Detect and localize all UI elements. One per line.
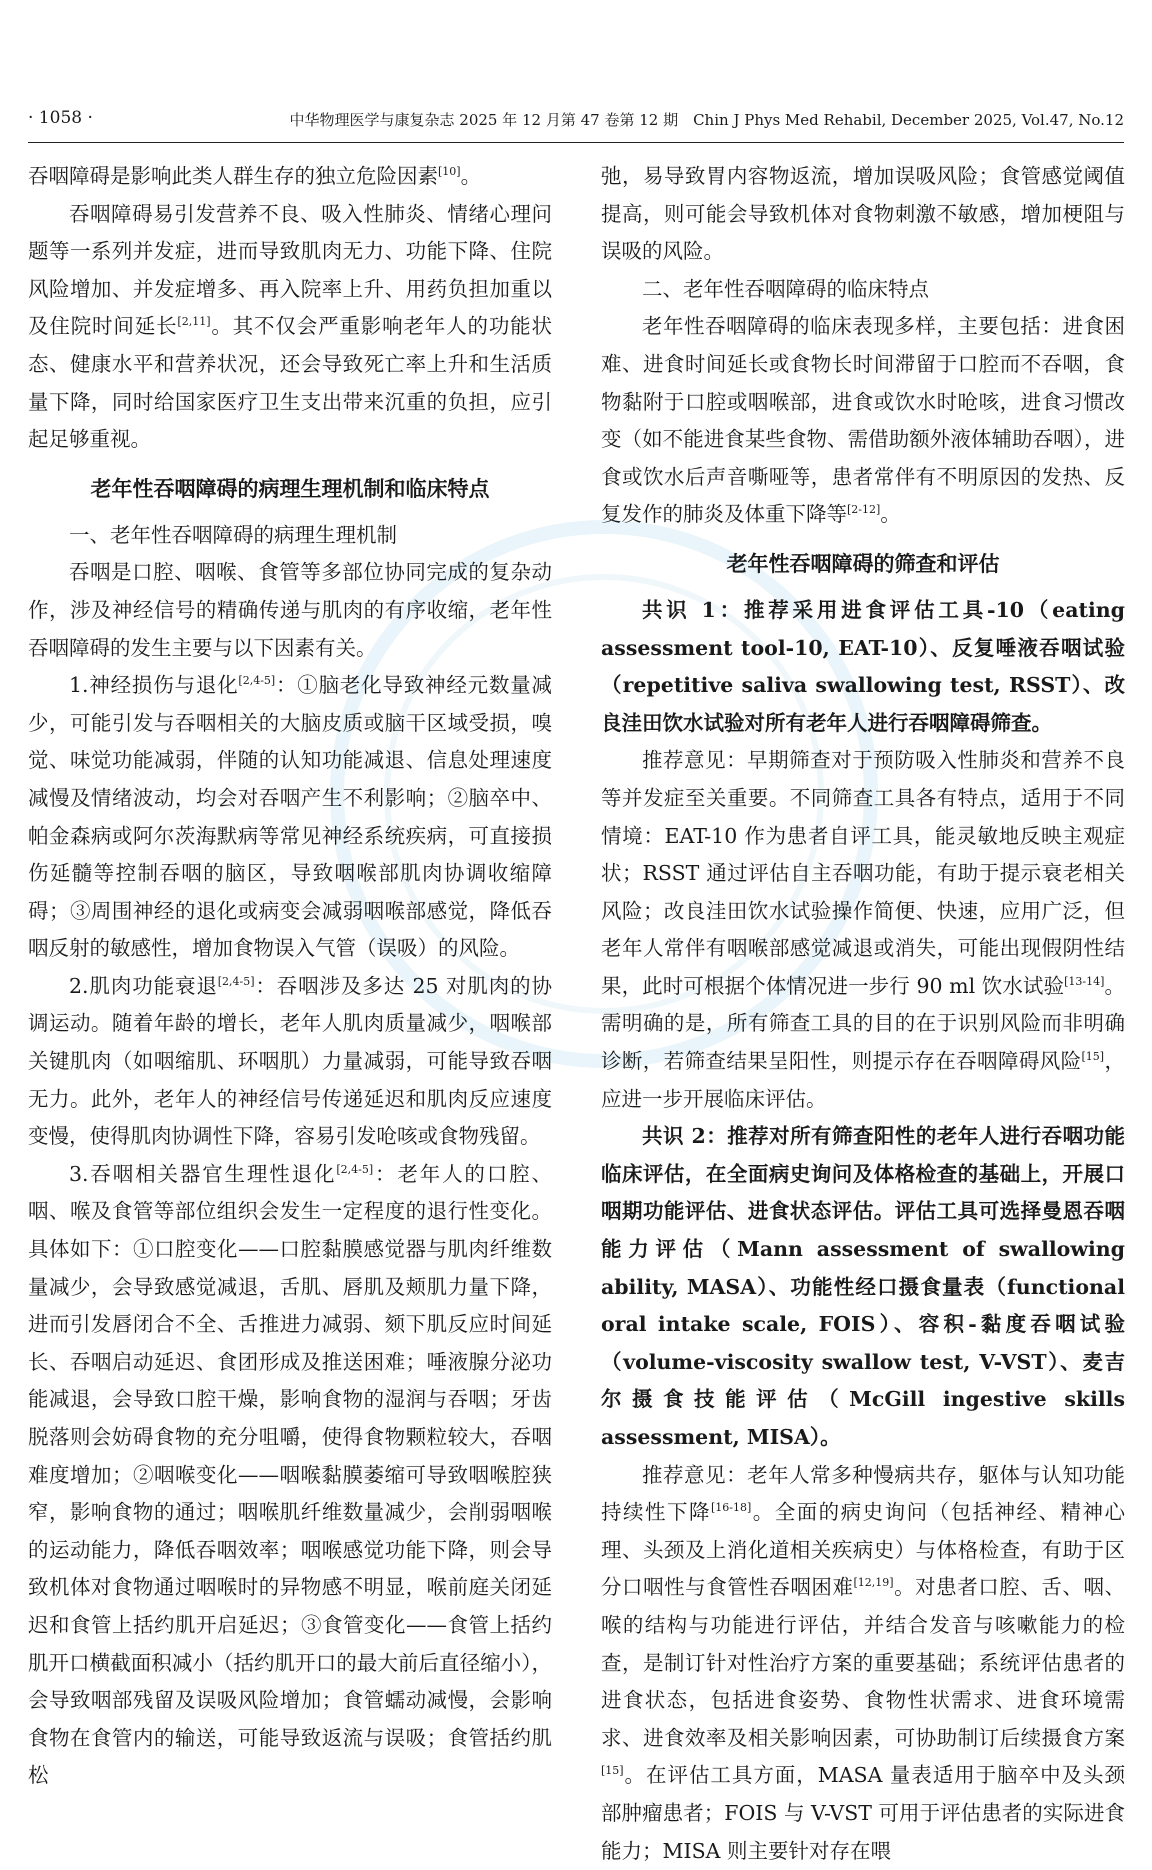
header-rule [28, 142, 1124, 143]
citation: [2-12] [847, 503, 881, 517]
paragraph: 弛，易导致胃内容物返流，增加误吸风险；食管感觉阈值提高，则可能会导致机体对食物刺激不敏感，增加梗阻与误吸的风险。 [601, 164, 1125, 264]
citation: [2,4-5] [238, 674, 276, 688]
subsection-heading: 二、老年性吞咽障碍的临床特点 [642, 276, 929, 301]
subsection-heading: 一、老年性吞咽障碍的病理生理机制 [69, 522, 397, 547]
citation: [13-14] [1064, 974, 1105, 988]
paragraph: 吞咽障碍易引发营养不良、吸入性肺炎、情绪心理问题等一系列并发症，进而导致肌肉无力、功能下降、住院风险增加、并发症增多、再入院率上升、用药负担加重以及住院时间延长[2,11]。其不仅会严重影响老年人的功能状态、健康水平和营养状况，还会导致死亡率上升和生活质量下降，同时给国家医疗卫生支出带来沉重的负担，应引起足够重视。 [28, 201, 553, 452]
citation: [16-18] [710, 1501, 752, 1515]
left-column [28, 158, 552, 1795]
paragraph: 老年性吞咽障碍的临床表现多样，主要包括：进食困难、进食时间延长或食物长时间滞留于口腔而不吞咽，食物黏附于口腔或咽喉部，进食或饮水时呛咳，进食习惯改变（如不能进食某些食物、需借助额外液体辅助吞咽），进食或饮水后声音嘶哑等，患者常伴有不明原因的发热、反复发作的肺炎及体重下降等[2-12]。 [601, 314, 1125, 527]
paragraph: 1.神经损伤与退化[2,4-5]：①脑老化导致神经元数量减少，可能引发与吞咽相关的大脑皮质或脑干区域受损，嗅觉、味觉功能减弱，伴随的认知功能减退、信息处理速度减慢及情绪波动，均会对吞咽产生不利影响；②脑卒中、帕金森病或阿尔茨海默病等常见神经系统疾病，可直接损伤延髓等控制吞咽的脑区，导致咽喉部肌肉协调收缩障碍；③周围神经的退化或病变会减弱咽喉部感觉，降低吞咽反射的敏感性，增加食物误入气管（误吸）的风险。 [28, 673, 553, 961]
paragraph: 2.肌肉功能衰退[2,4-5]：吞咽涉及多达 25 对肌肉的协调运动。随着年龄的增长，老年人肌肉质量减少，咽喉部关键肌肉（如咽缩肌、环咽肌）力量减弱，可能导致吞咽无力。此外，老年人的神经信号传递延迟和肌肉反应速度变慢，使得肌肉协调性下降，容易引发呛咳或食物残留。 [28, 973, 552, 1149]
section-heading: 老年性吞咽障碍的筛查和评估 [726, 551, 1000, 576]
right-column [601, 158, 1125, 1870]
citation: [15] [601, 1764, 624, 1778]
paragraph: 3.吞咽相关器官生理性退化[2,4-5]：老年人的口腔、咽、喉及食管等部位组织会发生一定程度的退行性变化。具体如下：①口腔变化——口腔黏膜感觉器与肌肉纤维数量减少，会导致感觉减退，舌肌、唇肌及颊肌力量下降，进而引发唇闭合不全、舌推进力减弱、颏下肌反应时间延长、吞咽启动延迟、食团形成及推送困难；唾液腺分泌功能减退，会导致口腔干燥，影响食物的湿润与吞咽；牙齿脱落则会妨碍食物的充分咀嚼，使得食物颗粒较大，吞咽难度增加；②咽喉变化——咽喉黏膜萎缩可导致咽喉腔狭窄，影响食物的通过；咽喉肌纤维数量减少，会削弱咽喉的运动能力，降低吞咽效率；咽喉感觉功能下降，则会导致机体对食物通过咽喉时的异物感不明显，喉前庭关闭延迟和食管上括约肌开启延迟；③食管变化——食管上括约肌开口横截面积减小（括约肌开口的最大前后直径缩小），会导致咽部残留及误吸风险增加；食管蠕动减慢，会影响食物在食管内的输送，可能导致返流与误吸；食管括约肌松 [28, 1161, 552, 1788]
paragraph: 吞咽是口腔、咽喉、食管等多部位协同完成的复杂动作，涉及神经信号的精确传递与肌肉的有序收缩，老年性吞咽障碍的发生主要与以下因素有关。 [28, 560, 552, 660]
citation: [12,19] [853, 1576, 894, 1590]
citation: [15] [1081, 1050, 1105, 1064]
consensus-statement: 共识 2：推荐对所有筛查阳性的老年人进行吞咽功能临床评估，在全面病史询问及体格检查的基础上，开展口咽期功能评估、进食状态评估。评估工具可选择曼恩吞咽能力评估（Mann assessment of swallowing ability, MASA）、功能性经口摄食量表（functional oral intake scale, FOIS）、容积-黏度吞咽试验（volume-viscosity swallow test, V-VST）、麦吉尔摄食技能评估（McGill ingestive skills assessment, MISA）。 [601, 1124, 1125, 1449]
consensus-statement: 共识 1：推荐采用进食评估工具-10（eating assessment tool-10, EAT-10）、反复唾液吞咽试验（repetitive saliva swallowing test, RSST）、改良洼田饮水试验对所有老年人进行吞咽障碍筛查。 [601, 597, 1125, 735]
paragraph: 吞咽障碍是影响此类人群生存的独立危险因素[10]。 [28, 164, 482, 188]
citation: [2,4-5] [336, 1162, 374, 1176]
recommendation-paragraph: 推荐意见：老年人常多种慢病共存，躯体与认知功能持续性下降[16-18]。全面的病史询问（包括神经、精神心理、头颈及上消化道相关疾病史）与体格检查，有助于区分口咽性与食管性吞咽困难[12,19]。对患者口腔、舌、咽、喉的结构与功能进行评估，并结合发音与咳嗽能力的检查，是制订针对性治疗方案的重要基础；系统评估患者的进食状态，包括进食姿势、食物性状需求、进食环境需求、进食效率及相关影响因素，可协助制订后续摄食方案[15]。在评估工具方面，MASA 量表适用于脑卒中及头颈部肿瘤患者；FOIS 与 V-VST 可用于评估患者的实际进食能力；MISA 则主要针对存在喂 [601, 1462, 1126, 1863]
journal-citation-line: 中华物理医学与康复杂志 2025 年 12 月第 47 卷第 12 期 Chin J Phys Med Rehabil, December 2025, Vol.47, No.12 [289, 111, 1124, 129]
citation: [10] [438, 165, 461, 178]
citation: [2,4-5] [217, 974, 255, 988]
citation: [2,11] [177, 315, 211, 329]
recommendation-paragraph: 推荐意见：早期筛查对于预防吸入性肺炎和营养不良等并发症至关重要。不同筛查工具各有特点，适用于不同情境：EAT-10 作为患者自评工具，能灵敏地反映主观症状；RSST 通过评估自主吞咽功能，有助于提示衰老相关风险；改良洼田饮水试验操作简便、快速，应用广泛，但老年人常伴有咽喉部感觉减退或消失，可能出现假阴性结果，此时可根据个体情况进一步行 90 ml 饮水试验[13-14]。需明确的是，所有筛查工具的目的在于识别风险而非明确诊断，若筛查结果呈阳性，则提示存在吞咽障碍风险[15]，应进一步开展临床评估。 [601, 748, 1126, 1111]
section-heading: 老年性吞咽障碍的病理生理机制和临床特点 [90, 476, 490, 501]
page-number: · 1058 · [28, 108, 93, 128]
page-header [28, 108, 1124, 138]
